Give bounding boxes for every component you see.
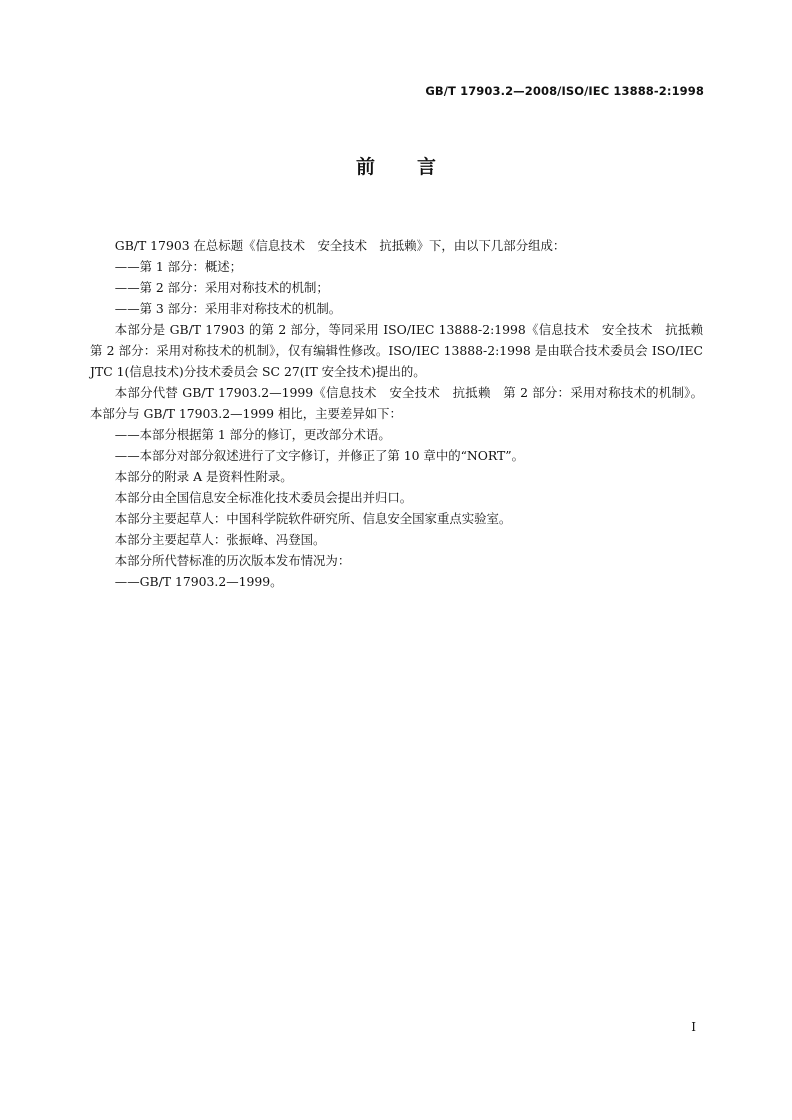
- paragraph-intro: GB/T 17903 在总标题《信息技术 安全技术 抗抵赖》下，由以下几部分组成：: [114, 238, 566, 253]
- title-char-1: 前: [355, 156, 375, 178]
- list-item-difference-1: ——本部分根据第 1 部分的修订，更改部分术语。: [114, 427, 391, 442]
- paragraph-drafters: 本部分主要起草人：张振峰、冯登国。: [114, 532, 326, 547]
- list-item-history-1: ——GB/T 17903.2—1999。: [114, 574, 283, 589]
- page-number: I: [691, 1020, 696, 1034]
- paragraph-adoption: 本部分是 GB/T 17903 的第 2 部分，等同采用 ISO/IEC 13888-2:1998《信息技术 安全技术 抗抵赖 第 2 部分：采用对称技术的机制》，仅有编辑性修改。ISO/IEC 13888-2:1998 是由联合技术委员会 ISO/IEC JTC 1(信息技术)分技术委员会 SC 27(IT 安全技术)提出的。: [90, 322, 716, 379]
- title-char-2: 言: [417, 156, 437, 178]
- list-item-part-1: ——第 1 部分：概述；: [114, 259, 243, 274]
- list-item-part-3: ——第 3 部分：采用非对称技术的机制。: [114, 301, 342, 316]
- standard-code-header: GB/T 17903.2—2008/ISO/IEC 13888-2:1998: [425, 84, 704, 98]
- page-title: [0, 152, 792, 179]
- paragraph-history: 本部分所代替标准的历次版本发布情况为：: [114, 553, 351, 568]
- foreword-body: [90, 235, 716, 592]
- paragraph-proposer: 本部分由全国信息安全标准化技术委员会提出并归口。: [114, 490, 413, 505]
- paragraph-annex: 本部分的附录 A 是资料性附录。: [114, 469, 293, 484]
- paragraph-replacement: 本部分代替 GB/T 17903.2—1999《信息技术 安全技术 抗抵赖 第 2 部分：采用对称技术的机制》。本部分与 GB/T 17903.2—1999 相比，主要差异如下：: [90, 385, 703, 421]
- list-item-difference-2: ——本部分对部分叙述进行了文字修订，并修正了第 10 章中的“NORT”。: [114, 448, 525, 463]
- list-item-part-2: ——第 2 部分：采用对称技术的机制；: [114, 280, 329, 295]
- paragraph-drafting-org: 本部分主要起草人：中国科学院软件研究所、信息安全国家重点实验室。: [114, 511, 512, 526]
